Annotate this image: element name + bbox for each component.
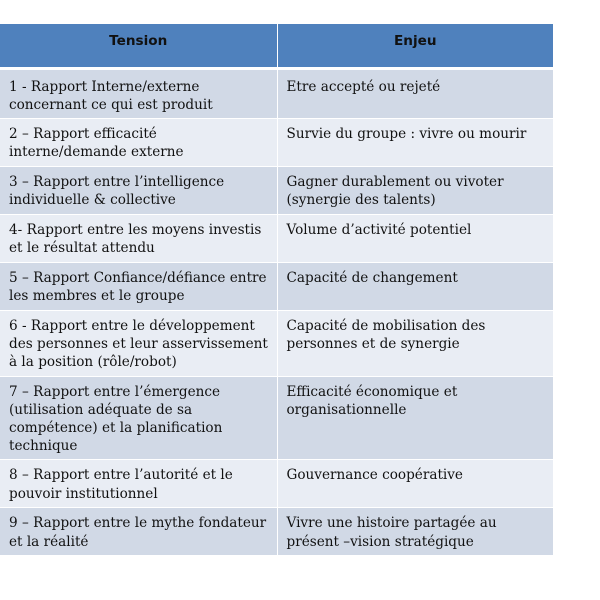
table-row xyxy=(0,214,553,262)
tension-cell: 9 – Rapport entre le mythe fondateur et la réalité xyxy=(0,508,277,555)
table-row xyxy=(0,460,553,508)
tension-cell: 1 - Rapport Interne/externe concernant ce qui est produit xyxy=(0,68,277,118)
tension-cell: 4- Rapport entre les moyens investis et le résultat attendu xyxy=(0,214,277,262)
table-row xyxy=(0,508,553,555)
header-tension: Tension xyxy=(0,24,277,68)
enjeu-cell: Volume d’activité potentiel xyxy=(277,214,553,262)
tension-cell: 2 – Rapport efficacité interne/demande externe xyxy=(0,118,277,166)
enjeu-cell: Capacité de mobilisation des personnes et de synergie xyxy=(277,310,553,376)
table-row xyxy=(0,262,553,310)
enjeu-cell: Survie du groupe : vivre ou mourir xyxy=(277,118,553,166)
header-enjeu: Enjeu xyxy=(277,24,553,68)
table-row xyxy=(0,166,553,214)
table-row xyxy=(0,310,553,376)
tension-cell: 8 – Rapport entre l’autorité et le pouvoir institutionnel xyxy=(0,460,277,508)
enjeu-cell: Capacité de changement xyxy=(277,262,553,310)
enjeu-cell: Gagner durablement ou vivoter (synergie des talents) xyxy=(277,166,553,214)
tensions-table-container xyxy=(0,24,553,556)
table-row xyxy=(0,376,553,460)
enjeu-cell: Etre accepté ou rejeté xyxy=(277,68,553,118)
tension-cell: 6 - Rapport entre le développement des personnes et leur asservissement à la position (rôle/robot) xyxy=(0,310,277,376)
tensions-table xyxy=(0,24,553,556)
table-header-row xyxy=(0,24,553,68)
table-row xyxy=(0,118,553,166)
enjeu-cell: Gouvernance coopérative xyxy=(277,460,553,508)
table-row xyxy=(0,68,553,118)
enjeu-cell: Efficacité économique et organisationnelle xyxy=(277,376,553,460)
tension-cell: 3 – Rapport entre l’intelligence individuelle & collective xyxy=(0,166,277,214)
tension-cell: 7 – Rapport entre l’émergence (utilisation adéquate de sa compétence) et la planification technique xyxy=(0,376,277,460)
enjeu-cell: Vivre une histoire partagée au présent –vision stratégique xyxy=(277,508,553,555)
tension-cell: 5 – Rapport Confiance/défiance entre les membres et le groupe xyxy=(0,262,277,310)
